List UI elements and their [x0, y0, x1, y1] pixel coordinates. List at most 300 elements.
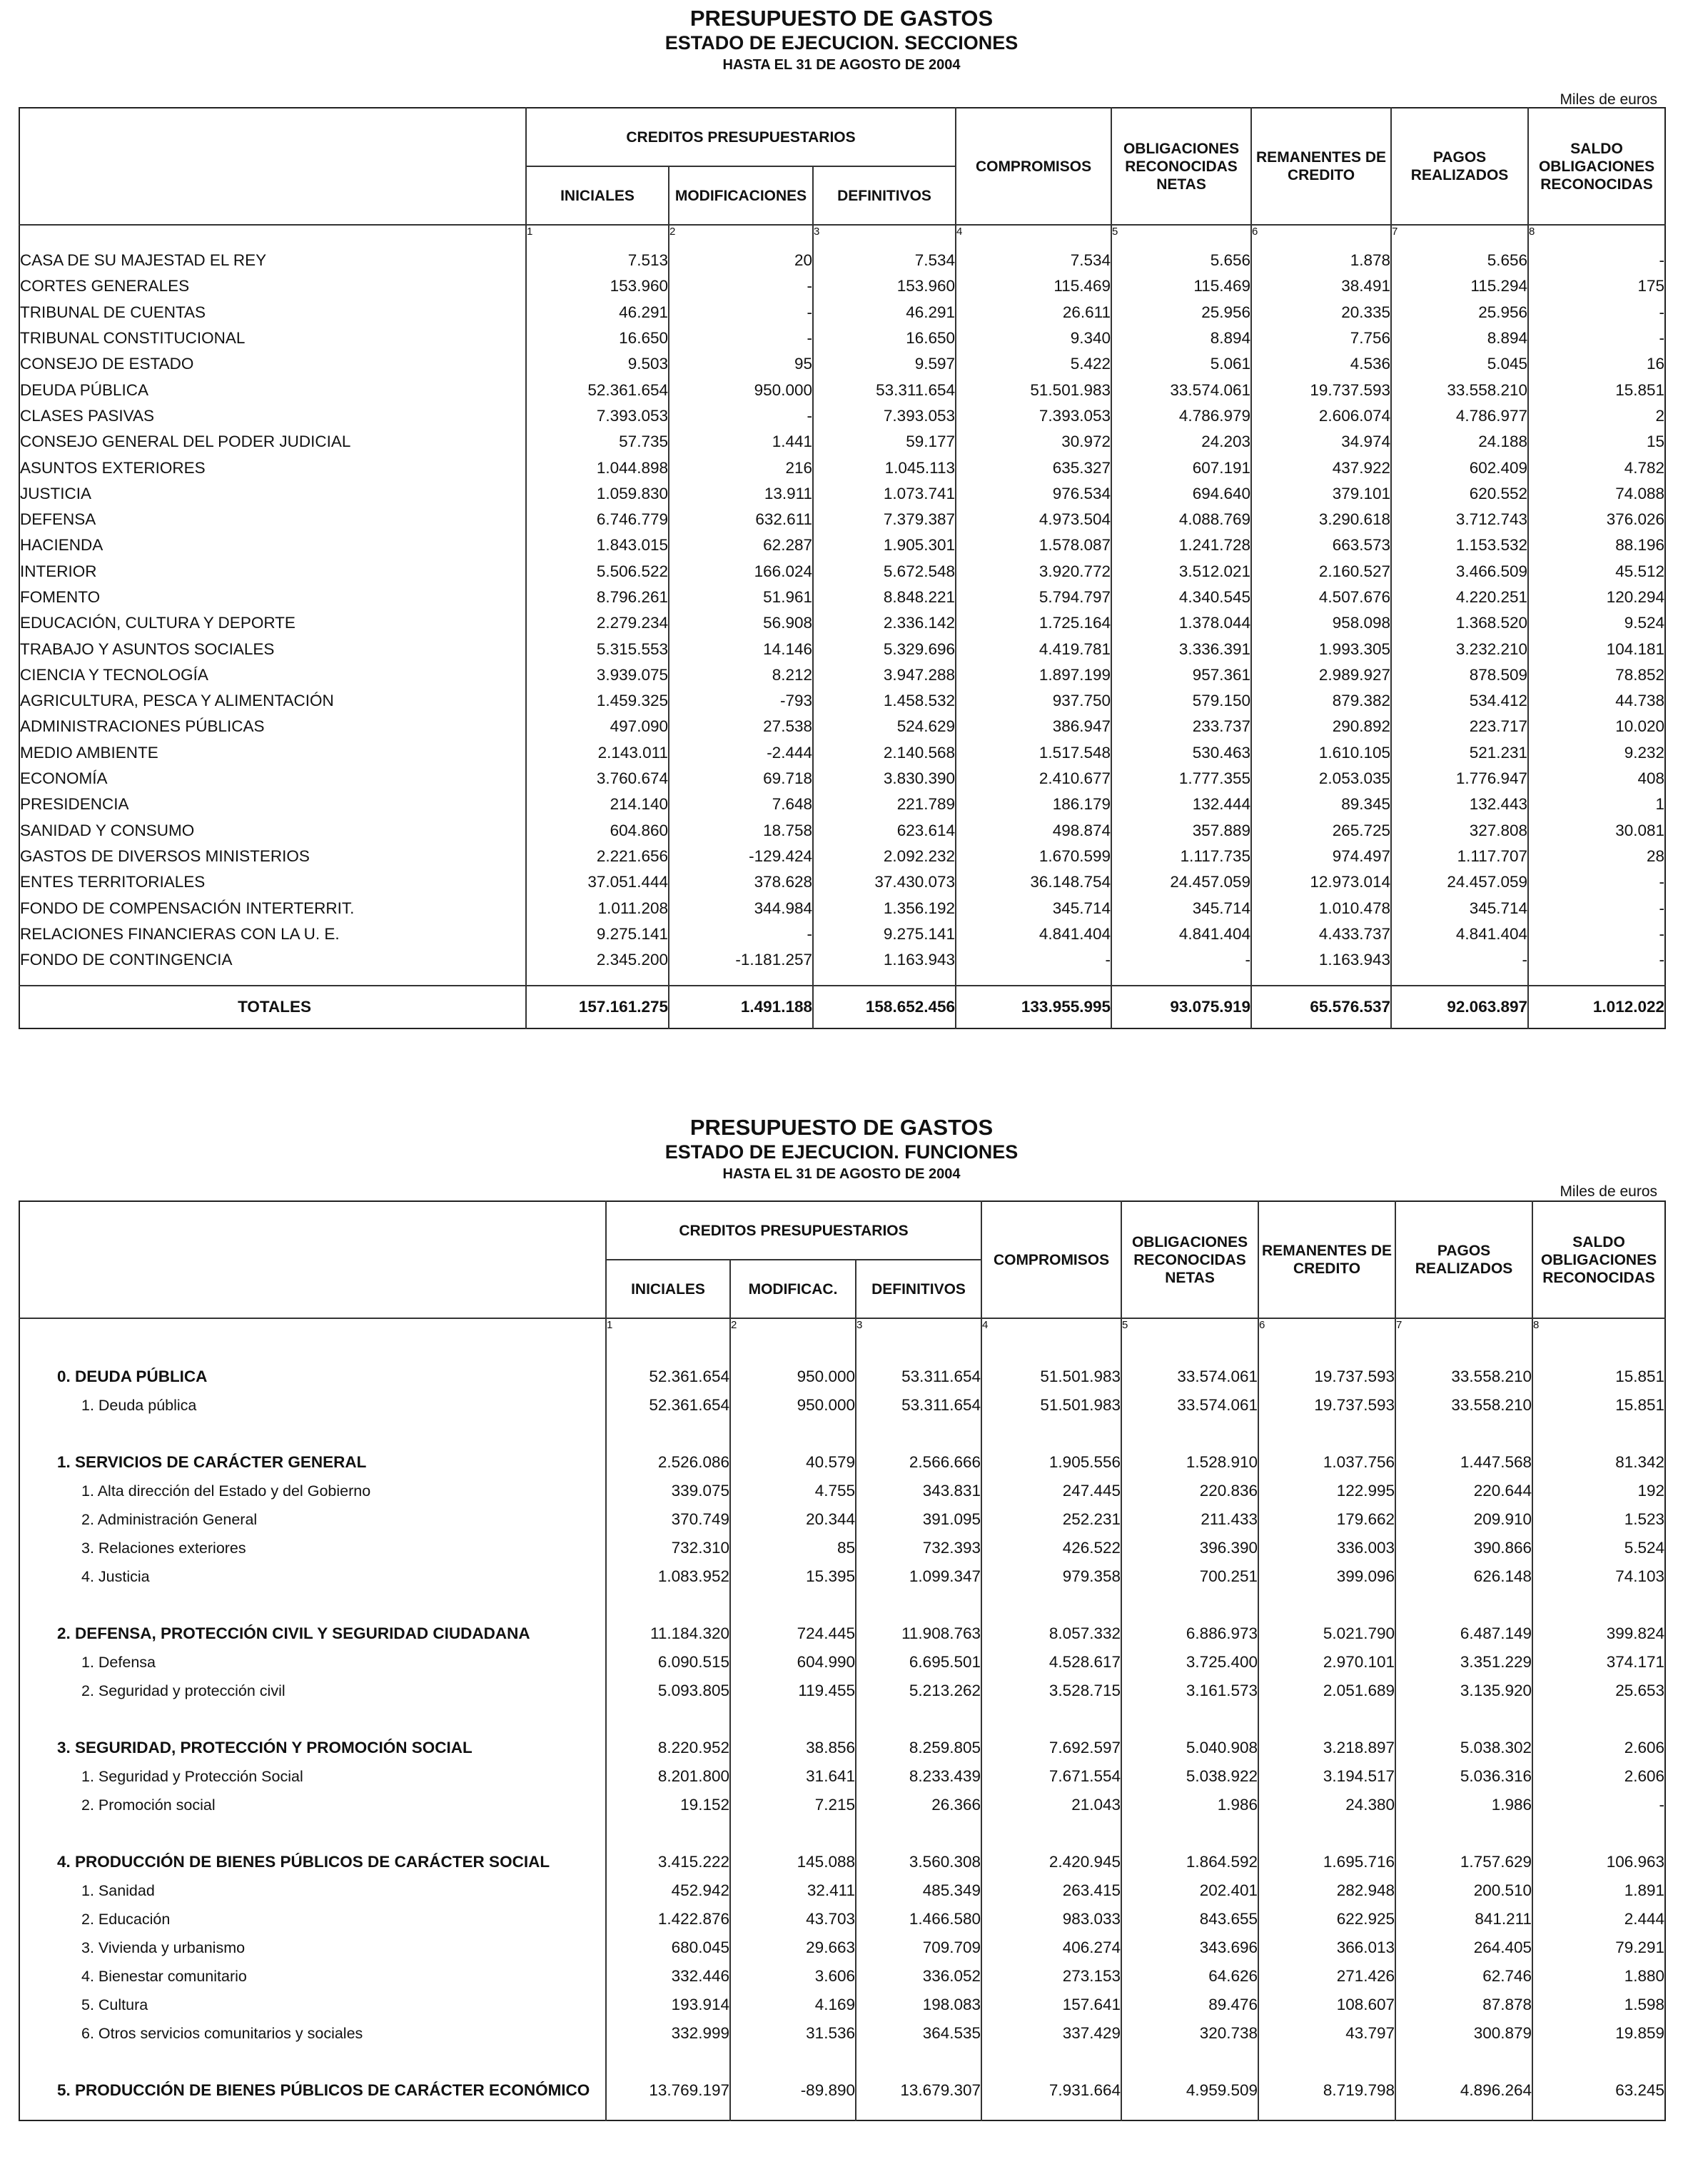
- row-label: 2. DEFENSA, PROTECCIÓN CIVIL Y SEGURIDAD CIUDADANA: [57, 1624, 530, 1642]
- row-value: 1.117.735: [1111, 844, 1251, 869]
- row-value: 8.894: [1111, 325, 1251, 351]
- row-value: 9.340: [956, 325, 1111, 351]
- row-value: 2.051.689: [1258, 1677, 1395, 1705]
- row-value: 157.641: [981, 1991, 1121, 2019]
- row-value: 1.011.208: [526, 895, 669, 921]
- row-value: 38.856: [730, 1734, 856, 1762]
- row-value: 345.714: [956, 895, 1111, 921]
- row-value: 2.606: [1532, 1762, 1665, 1791]
- table-row: [19, 300, 1665, 325]
- row-value: 51.961: [669, 585, 813, 610]
- row-value: 2.053.035: [1251, 766, 1391, 792]
- row-value: 108.607: [1258, 1991, 1395, 2019]
- group-row: [19, 2076, 1665, 2105]
- row-value: 36.148.754: [956, 869, 1111, 895]
- row-value: 345.714: [1111, 895, 1251, 921]
- row-value: 6.886.973: [1121, 1619, 1258, 1648]
- row-value: 3.512.021: [1111, 559, 1251, 585]
- row-value: 62.746: [1395, 1962, 1532, 1991]
- row-value: 87.878: [1395, 1991, 1532, 2019]
- row-value: 345.714: [1391, 895, 1528, 921]
- row-value: 115.469: [956, 273, 1111, 299]
- header-saldo: SALDO OBLIGACIONES RECONOCIDAS: [1532, 1201, 1665, 1318]
- row-value: 220.836: [1121, 1477, 1258, 1505]
- table-row: [19, 325, 1665, 351]
- row-value: 2.526.086: [606, 1448, 730, 1477]
- index-blank: [19, 1318, 606, 1334]
- row-value: 43.797: [1258, 2019, 1395, 2048]
- row-value: -: [1528, 895, 1665, 921]
- totals-value: 65.576.537: [1251, 986, 1391, 1028]
- header-pagos: PAGOS REALIZADOS: [1391, 108, 1528, 225]
- row-value: 399.096: [1258, 1562, 1395, 1591]
- row-value: 216: [669, 455, 813, 480]
- row-value: 4.536: [1251, 351, 1391, 377]
- row-value: 680.045: [606, 1933, 730, 1962]
- header-definitivos: DEFINITIVOS: [813, 166, 956, 225]
- row-value: 4.340.545: [1111, 585, 1251, 610]
- row-value: 104.181: [1528, 636, 1665, 662]
- row-label: 3. Vivienda y urbanismo: [81, 1938, 246, 1956]
- row-value: 8.233.439: [856, 1762, 981, 1791]
- row-value: 74.103: [1532, 1562, 1665, 1591]
- row-value: 9.232: [1528, 740, 1665, 766]
- row-value: 263.415: [981, 1876, 1121, 1905]
- row-label: PRESIDENCIA: [20, 795, 129, 814]
- row-value: 175: [1528, 273, 1665, 299]
- row-value: 3.712.743: [1391, 507, 1528, 532]
- row-value: 4.786.979: [1111, 403, 1251, 429]
- header-remanentes: REMANENTES DE CREDITO: [1258, 1201, 1395, 1318]
- row-value: 9.275.141: [526, 921, 669, 947]
- row-value: 202.401: [1121, 1876, 1258, 1905]
- row-value: 620.552: [1391, 481, 1528, 507]
- row-label: CORTES GENERALES: [20, 277, 190, 295]
- row-value: 25.956: [1391, 300, 1528, 325]
- row-label: EDUCACIÓN, CULTURA Y DEPORTE: [20, 614, 295, 632]
- row-value: 273.153: [981, 1962, 1121, 1991]
- row-value: 10.020: [1528, 714, 1665, 739]
- row-value: 122.995: [1258, 1477, 1395, 1505]
- row-value: 4.959.509: [1121, 2076, 1258, 2105]
- row-value: 15: [1528, 429, 1665, 455]
- row-value: 1.695.716: [1258, 1848, 1395, 1876]
- row-value: 37.430.073: [813, 869, 956, 895]
- row-value: 336.052: [856, 1962, 981, 1991]
- row-label: TRABAJO Y ASUNTOS SOCIALES: [20, 639, 275, 658]
- table-row: [19, 1391, 1665, 1420]
- row-value: 4.088.769: [1111, 507, 1251, 532]
- row-value: 145.088: [730, 1848, 856, 1876]
- row-value: 3.947.288: [813, 662, 956, 688]
- row-value: 3.920.772: [956, 559, 1111, 585]
- row-value: 9.275.141: [813, 921, 956, 947]
- row-value: 11.184.320: [606, 1619, 730, 1648]
- row-value: 976.534: [956, 481, 1111, 507]
- row-value: 366.013: [1258, 1933, 1395, 1962]
- row-label: 4. Justicia: [81, 1567, 150, 1585]
- table-row: [19, 895, 1665, 921]
- row-value: 233.737: [1111, 714, 1251, 739]
- row-value: 1.099.347: [856, 1562, 981, 1591]
- row-value: 4.786.977: [1391, 403, 1528, 429]
- row-value: 3.135.920: [1395, 1677, 1532, 1705]
- row-value: 186.179: [956, 792, 1111, 817]
- row-label: 3. Relaciones exteriores: [81, 1539, 246, 1557]
- row-value: 2.092.232: [813, 844, 956, 869]
- column-index: 3: [856, 1318, 981, 1334]
- group-row: [19, 1448, 1665, 1477]
- row-label: CLASES PASIVAS: [20, 406, 154, 425]
- totals-row: [19, 986, 1665, 1028]
- row-value: 604.860: [526, 818, 669, 844]
- row-value: 81.342: [1532, 1448, 1665, 1477]
- row-value: 15.851: [1528, 377, 1665, 403]
- row-value: 3.336.391: [1111, 636, 1251, 662]
- row-value: 132.444: [1111, 792, 1251, 817]
- row-value: 604.990: [730, 1648, 856, 1677]
- row-label: CASA DE SU MAJESTAD EL REY: [20, 251, 267, 270]
- row-value: 106.963: [1532, 1848, 1665, 1876]
- row-value: 9.597: [813, 351, 956, 377]
- totals-value: 1.012.022: [1528, 986, 1665, 1028]
- row-value: 28: [1528, 844, 1665, 869]
- row-label: 1. Sanidad: [81, 1881, 155, 1899]
- row-value: 4.528.617: [981, 1648, 1121, 1677]
- totals-value: 93.075.919: [1111, 986, 1251, 1028]
- row-value: 632.611: [669, 507, 813, 532]
- totals-value: 92.063.897: [1391, 986, 1528, 1028]
- table-row: [19, 766, 1665, 792]
- row-value: 13.911: [669, 481, 813, 507]
- header-creditos: CREDITOS PRESUPUESTARIOS: [606, 1201, 981, 1260]
- row-value: 1.422.876: [606, 1905, 730, 1933]
- row-value: 2.444: [1532, 1905, 1665, 1933]
- row-value: 132.443: [1391, 792, 1528, 817]
- table-row: [19, 714, 1665, 739]
- row-value: 4.973.504: [956, 507, 1111, 532]
- row-value: 221.789: [813, 792, 956, 817]
- row-value: 8.212: [669, 662, 813, 688]
- row-value: 4.841.404: [1391, 921, 1528, 947]
- row-value: 8.894: [1391, 325, 1528, 351]
- row-value: 1.891: [1532, 1876, 1665, 1905]
- row-label: 0. DEUDA PÚBLICA: [57, 1367, 208, 1385]
- row-value: 332.999: [606, 2019, 730, 2048]
- column-index: 1: [606, 1318, 730, 1334]
- column-index: 7: [1395, 1318, 1532, 1334]
- secciones-table: [19, 107, 1666, 1029]
- row-value: 5.093.805: [606, 1677, 730, 1705]
- column-index: 6: [1258, 1318, 1395, 1334]
- row-value: 51.501.983: [956, 377, 1111, 403]
- row-value: 46.291: [526, 300, 669, 325]
- row-value: 370.749: [606, 1505, 730, 1534]
- row-label: TRIBUNAL CONSTITUCIONAL: [20, 329, 246, 348]
- funciones-units: Miles de euros: [1560, 1183, 1657, 1200]
- column-index: 5: [1111, 225, 1251, 241]
- row-value: 20.335: [1251, 300, 1391, 325]
- row-value: 19.737.593: [1258, 1391, 1395, 1420]
- row-value: 7.513: [526, 248, 669, 273]
- row-value: 2.420.945: [981, 1848, 1121, 1876]
- row-value: 1.843.015: [526, 532, 669, 558]
- row-value: 16.650: [813, 325, 956, 351]
- row-value: 958.098: [1251, 610, 1391, 636]
- header-definitivos: DEFINITIVOS: [856, 1260, 981, 1318]
- row-value: 4.220.251: [1391, 585, 1528, 610]
- row-value: 209.910: [1395, 1505, 1532, 1534]
- row-value: 622.925: [1258, 1905, 1395, 1933]
- row-value: 290.892: [1251, 714, 1391, 739]
- row-value: 452.942: [606, 1876, 730, 1905]
- group-row: [19, 1619, 1665, 1648]
- row-value: -: [1528, 300, 1665, 325]
- row-label: GASTOS DE DIVERSOS MINISTERIOS: [20, 846, 310, 865]
- row-value: 2.989.927: [1251, 662, 1391, 688]
- table-row: [19, 636, 1665, 662]
- row-value: 6.746.779: [526, 507, 669, 532]
- row-value: 663.573: [1251, 532, 1391, 558]
- row-value: 408: [1528, 766, 1665, 792]
- row-value: 1.517.548: [956, 740, 1111, 766]
- row-value: 153.960: [813, 273, 956, 299]
- row-value: 1.897.199: [956, 662, 1111, 688]
- column-index: 3: [813, 225, 956, 241]
- row-value: 1.880: [1532, 1962, 1665, 1991]
- row-value: 5.656: [1391, 248, 1528, 273]
- row-value: 339.075: [606, 1477, 730, 1505]
- row-value: 3.290.618: [1251, 507, 1391, 532]
- row-value: 521.231: [1391, 740, 1528, 766]
- row-value: 498.874: [956, 818, 1111, 844]
- secciones-date: HASTA EL 31 DE AGOSTO DE 2004: [722, 57, 961, 73]
- row-value: 343.831: [856, 1477, 981, 1505]
- row-label: 2. Seguridad y protección civil: [81, 1682, 285, 1699]
- row-value: 89.345: [1251, 792, 1391, 817]
- row-value: 2.279.234: [526, 610, 669, 636]
- row-value: 732.393: [856, 1534, 981, 1562]
- row-value: 19.859: [1532, 2019, 1665, 2048]
- header-remanentes: REMANENTES DE CREDITO: [1251, 108, 1391, 225]
- row-value: 7.215: [730, 1791, 856, 1819]
- table-row: [19, 1505, 1665, 1534]
- row-value: 957.361: [1111, 662, 1251, 688]
- row-value: -: [1528, 921, 1665, 947]
- row-value: 57.735: [526, 429, 669, 455]
- table-row: [19, 2019, 1665, 2048]
- row-value: 1.441: [669, 429, 813, 455]
- row-value: -: [1532, 1791, 1665, 1819]
- row-label: HACIENDA: [20, 536, 103, 555]
- row-value: 153.960: [526, 273, 669, 299]
- group-row: [19, 1848, 1665, 1876]
- row-label: ENTES TERRITORIALES: [20, 873, 206, 891]
- table-row: [19, 248, 1665, 273]
- row-value: 69.718: [669, 766, 813, 792]
- totals-value: 1.491.188: [669, 986, 813, 1028]
- row-value: -: [669, 300, 813, 325]
- row-value: 15.851: [1532, 1391, 1665, 1420]
- row-value: 426.522: [981, 1534, 1121, 1562]
- row-value: 5.036.316: [1395, 1762, 1532, 1791]
- row-value: 983.033: [981, 1905, 1121, 1933]
- table-row: [19, 377, 1665, 403]
- row-value: 33.558.210: [1395, 1391, 1532, 1420]
- row-value: 1.117.707: [1391, 844, 1528, 869]
- header-compromisos: COMPROMISOS: [956, 108, 1111, 225]
- row-value: 6.090.515: [606, 1648, 730, 1677]
- row-value: 220.644: [1395, 1477, 1532, 1505]
- row-value: 53.311.654: [856, 1363, 981, 1391]
- row-label: 5. PRODUCCIÓN DE BIENES PÚBLICOS DE CARÁCTER ECONÓMICO: [57, 2081, 590, 2099]
- row-value: -: [1528, 248, 1665, 273]
- table-row: [19, 429, 1665, 455]
- row-label: 2. Promoción social: [81, 1796, 216, 1814]
- secciones-subtitle: ESTADO DE EJECUCION. SECCIONES: [664, 32, 1019, 54]
- funciones-table: [19, 1200, 1666, 2121]
- row-value: 9.524: [1528, 610, 1665, 636]
- row-label: FONDO DE CONTINGENCIA: [20, 951, 233, 969]
- table-row: [19, 844, 1665, 869]
- row-value: 25.956: [1111, 300, 1251, 325]
- row-value: 1.523: [1532, 1505, 1665, 1534]
- row-label: 2. Educación: [81, 1910, 171, 1928]
- row-value: 485.349: [856, 1876, 981, 1905]
- row-value: 343.696: [1121, 1933, 1258, 1962]
- row-value: 2: [1528, 403, 1665, 429]
- row-value: 2.345.200: [526, 947, 669, 973]
- row-value: 5.794.797: [956, 585, 1111, 610]
- header-obligaciones: OBLIGACIONES RECONOCIDAS NETAS: [1111, 108, 1251, 225]
- row-value: 16: [1528, 351, 1665, 377]
- row-label: INTERIOR: [20, 562, 97, 580]
- table-row: [19, 921, 1665, 947]
- group-row: [19, 1734, 1665, 1762]
- row-value: 52.361.654: [526, 377, 669, 403]
- row-label: CIENCIA Y TECNOLOGÍA: [20, 665, 208, 684]
- table-row: [19, 403, 1665, 429]
- row-value: 1: [1528, 792, 1665, 817]
- row-value: 841.211: [1395, 1905, 1532, 1933]
- row-value: 3.939.075: [526, 662, 669, 688]
- row-value: 120.294: [1528, 585, 1665, 610]
- row-label: 1. Alta dirección del Estado y del Gobierno: [81, 1482, 371, 1500]
- row-value: 1.163.943: [1251, 947, 1391, 973]
- row-value: 5.038.922: [1121, 1762, 1258, 1791]
- row-value: 38.491: [1251, 273, 1391, 299]
- row-value: 26.366: [856, 1791, 981, 1819]
- row-value: 33.574.061: [1111, 377, 1251, 403]
- row-value: 1.878: [1251, 248, 1391, 273]
- row-value: 3.232.210: [1391, 636, 1528, 662]
- row-value: 2.140.568: [813, 740, 956, 766]
- row-value: 30.081: [1528, 818, 1665, 844]
- row-label: SANIDAD Y CONSUMO: [20, 821, 195, 839]
- row-value: 24.203: [1111, 429, 1251, 455]
- table-row: [19, 792, 1665, 817]
- row-value: 1.670.599: [956, 844, 1111, 869]
- header-obligaciones: OBLIGACIONES RECONOCIDAS NETAS: [1121, 1201, 1258, 1318]
- row-label: 1. SERVICIOS DE CARÁCTER GENERAL: [57, 1453, 367, 1471]
- row-label: 4. Bienestar comunitario: [81, 1967, 247, 1985]
- row-value: 1.725.164: [956, 610, 1111, 636]
- row-value: 31.536: [730, 2019, 856, 2048]
- row-value: 7.393.053: [813, 403, 956, 429]
- column-index: 2: [669, 225, 813, 241]
- row-value: 214.140: [526, 792, 669, 817]
- row-value: 7.692.597: [981, 1734, 1121, 1762]
- row-value: 15.395: [730, 1562, 856, 1591]
- row-label: 6. Otros servicios comunitarios y sociales: [81, 2024, 363, 2042]
- row-value: 8.259.805: [856, 1734, 981, 1762]
- row-value: 45.512: [1528, 559, 1665, 585]
- row-value: 5.524: [1532, 1534, 1665, 1562]
- row-value: 192: [1532, 1477, 1665, 1505]
- row-value: -: [1528, 869, 1665, 895]
- row-value: 937.750: [956, 688, 1111, 714]
- row-value: 3.528.715: [981, 1677, 1121, 1705]
- row-value: 5.422: [956, 351, 1111, 377]
- table-row: [19, 1562, 1665, 1591]
- row-value: 1.757.629: [1395, 1848, 1532, 1876]
- header-creditos: CREDITOS PRESUPUESTARIOS: [526, 108, 956, 166]
- row-value: 1.993.305: [1251, 636, 1391, 662]
- row-value: 20.344: [730, 1505, 856, 1534]
- funciones-date: HASTA EL 31 DE AGOSTO DE 2004: [722, 1166, 961, 1182]
- row-value: 74.088: [1528, 481, 1665, 507]
- row-value: 5.061: [1111, 351, 1251, 377]
- row-value: 2.160.527: [1251, 559, 1391, 585]
- row-value: 33.558.210: [1391, 377, 1528, 403]
- row-value: 1.610.105: [1251, 740, 1391, 766]
- totals-value: 158.652.456: [813, 986, 956, 1028]
- row-value: 6.487.149: [1395, 1619, 1532, 1648]
- row-value: 1.163.943: [813, 947, 956, 973]
- row-label: RELACIONES FINANCIERAS CON LA U. E.: [20, 924, 340, 943]
- row-value: 974.497: [1251, 844, 1391, 869]
- row-value: 406.274: [981, 1933, 1121, 1962]
- row-value: 29.663: [730, 1933, 856, 1962]
- row-value: 579.150: [1111, 688, 1251, 714]
- group-row: [19, 1363, 1665, 1391]
- funciones-title: PRESUPUESTO DE GASTOS: [689, 1115, 994, 1140]
- row-value: 33.558.210: [1395, 1363, 1532, 1391]
- row-value: 51.501.983: [981, 1391, 1121, 1420]
- row-value: 95: [669, 351, 813, 377]
- row-value: 5.038.302: [1395, 1734, 1532, 1762]
- row-value: 700.251: [1121, 1562, 1258, 1591]
- column-index: 2: [730, 1318, 856, 1334]
- row-value: -1.181.257: [669, 947, 813, 973]
- row-value: 79.291: [1532, 1933, 1665, 1962]
- row-value: 5.672.548: [813, 559, 956, 585]
- row-value: 223.717: [1391, 714, 1528, 739]
- row-value: 14.146: [669, 636, 813, 662]
- row-value: 52.361.654: [606, 1391, 730, 1420]
- row-value: 332.446: [606, 1962, 730, 1991]
- row-value: 320.738: [1121, 2019, 1258, 2048]
- row-value: 89.476: [1121, 1991, 1258, 2019]
- row-value: 51.501.983: [981, 1363, 1121, 1391]
- row-value: 1.905.556: [981, 1448, 1121, 1477]
- row-value: 6.695.501: [856, 1648, 981, 1677]
- row-value: 8.719.798: [1258, 2076, 1395, 2105]
- row-value: 25.653: [1532, 1677, 1665, 1705]
- header-iniciales: INICIALES: [526, 166, 669, 225]
- row-value: 7.534: [813, 248, 956, 273]
- row-value: 390.866: [1395, 1534, 1532, 1562]
